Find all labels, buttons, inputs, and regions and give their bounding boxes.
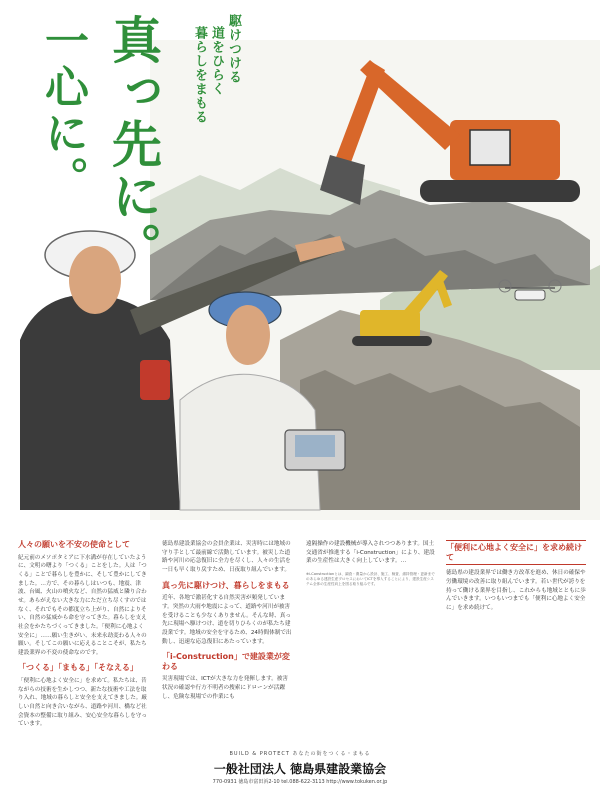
section-heading: 真っ先に駆けつけ、暮らしをまもる xyxy=(162,580,290,590)
headline-main: 真っ先に。 xyxy=(104,14,163,274)
headline-second: 一心に。 xyxy=(37,18,88,202)
section-heading: 「便利に心地よく安全に」を求め続けて xyxy=(446,540,586,565)
paragraph: 紀元前のメソポタミアに下水溝が存在していたように、文明の曙より「つくる」ことをした。人は「つくる」ことで暮らしを豊かに、そして豊かにしてきました。…方で、その暮らしはいつも、地震、津波、台風、火山の噴火など、自然の猛威と隣り合わせ。あらがえない大きな力にただ立ち尽くすのではなく、それでもその都度立ち上がり、自然によりそい、自然の猛威から命を守ってきた。暮らしを支え社会をかたちづくってきました。「便利に心地よく安全に」……願い生きがい、未来永劫変わる人々の願い。そしてこの願いに応えることこそが、私たち建設業界の不変の使命なのです。 xyxy=(18,554,147,656)
footer-organization: 一般社団法人 徳島県建設業協会 xyxy=(213,762,387,776)
article-column-4 xyxy=(446,540,586,618)
article-column-2 xyxy=(162,540,292,707)
paragraph: 徳島県建設業協会の会員企業は、災害時には地域の守り手として最前線で活動しています。被災した道路や河川の応急復旧に全力を尽くし、人々の生活を一日も早く取り戻すため、日夜取り組んでいます。 xyxy=(162,541,291,573)
footnote: ※i-Constructionとは、調査・測量から設計、施工、検査、維持管理・更新までのあらゆる建設生産プロセスにおいてICTを導入することにより、建設生産システム全体の生産性向上を図る取り組みです。 xyxy=(306,571,435,587)
article-column-1 xyxy=(18,540,148,735)
subheadline-1: 駆けつける xyxy=(226,14,241,84)
paragraph: 遠隔操作の建設機械が導入されつつあります。国土交通省が推進する「i-Construction」により、建設業の生産性は大きく向上しています。… xyxy=(306,541,435,565)
footer-tagline: BUILD & PROTECT あなたの街をつくる・まもる xyxy=(229,751,371,757)
section-heading: 人々の願いを不安の使命として xyxy=(18,540,130,549)
footer-address: 770-0931 徳島市富田浜2-10 tel.088-622-3113 http://www.tokuken.or.jp xyxy=(212,779,388,785)
subheadline-3: 暮らしをまもる xyxy=(192,26,207,124)
article-column-3 xyxy=(306,540,436,603)
paragraph: 近年、各地で激甚化する自然災害が頻発しています。突然の大雨や地震によって、道路や河川が被害を受けることも少なくありません。そんな時、真っ先に現場へ駆けつけ、道を切りひらくのが私たち建設業です。地域の安全を守るため、24時間体制で出動し、迅速な応急復旧にあたっています。 xyxy=(162,595,292,645)
construction-illustration xyxy=(0,40,600,540)
section-heading: 「つくる」「まもる」「そなえる」 xyxy=(18,663,138,673)
section-heading: 「i-Construction」で建設業が変わる xyxy=(162,652,290,671)
subheadline-2: 道をひらく xyxy=(209,26,224,96)
paragraph: 災害現場では、ICTが大きな力を発揮します。被害状況の確認や行方不明者の捜索にドローンが活躍し、危険な現場での作業にも xyxy=(162,676,288,700)
paragraph: 「便利に心地よく安全に」を求めて。私たちは、昔ながらの技術を生かしつつ、新たな技術や工法を取り入れ、地域の暮らしと安全を支えてきました。厳しい自然と向き合いながら、道路や河川、橋など社会資本の整備に取り組み、安心安全な暮らしを守っています。 xyxy=(18,678,147,728)
paragraph: 徳島県の建設業界では働き方改革を進め、休日の確保や労働環境の改善に取り組んでいます。若い世代が誇りを持って働ける業界を目指し、これからも地域とともに歩んでいきます。いつもいつまでも「便利に心地よく安全に」を求め続けて。 xyxy=(446,570,586,611)
